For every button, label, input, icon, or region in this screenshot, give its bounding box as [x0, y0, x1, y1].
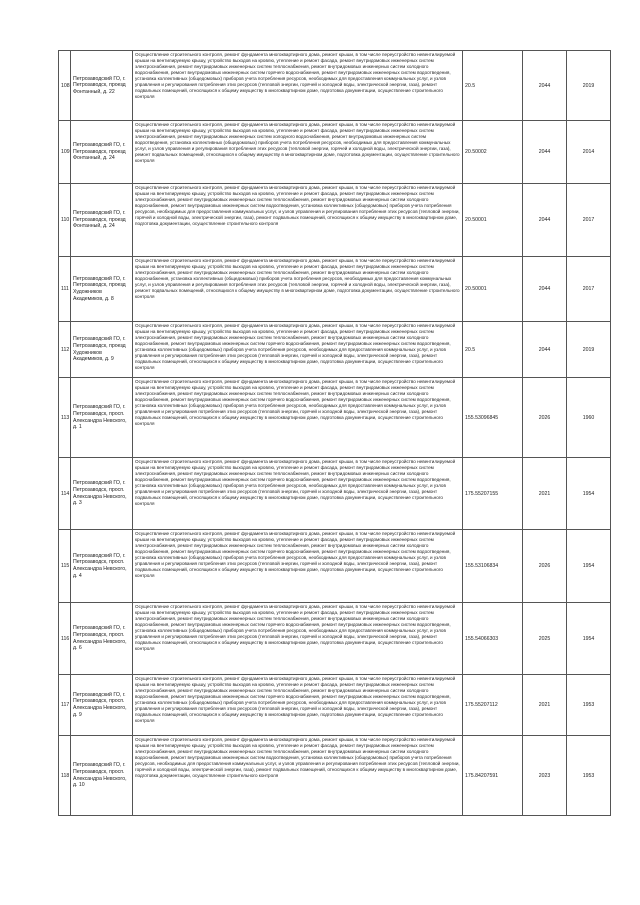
row-year-built: 2019 [567, 322, 611, 378]
table-row [59, 378, 611, 458]
row-address: Петрозаводский ГО, г. Петрозаводск, просп. Александра Невского, д. 4 [71, 530, 133, 603]
table-row [59, 322, 611, 378]
table-row [59, 675, 611, 736]
row-works: Осуществление строительного контроля, ремонт фундамента многоквартирного дома, ремонт крыши, в том числе переустройство невентилируемой крыши на вентилируемую крышу, устройство выходов на кровлю, утепление и ремонт фасада, ремонт внутридомовых инженерных систем электроснабжения, ремонт внутридомовых инженерных систем теплоснабжения, ремонт внутридомовых инженерных систем холодного водоснабжения, ремонт внутридомовых инженерных систем горячего водоснабжения, ремонт внутридомовых инженерных систем водоотведения, установка коллективных (общедомовых) приборов учета потребления ресурсов, необходимых для предоставления коммунальных услуг, и узлов управления и регулирования потребления этих ресурсов (тепловой энергии, горячей и холодной воды, электрической энергии, газа), ремонт подвальных помещений, относящихся к общему имуществу в многоквартирном доме, подготовка документации, осуществление строительного контроля [133, 458, 463, 530]
row-works: Осуществление строительного контроля, ремонт фундамента многоквартирного дома, ремонт крыши, в том числе переустройство невентилируемой крыши на вентилируемую крышу, устройство выходов на кровлю, утепление и ремонт фасада, ремонт внутридомовых инженерных систем электроснабжения, ремонт внутридомовых инженерных систем теплоснабжения, ремонт внутридомовых инженерных систем холодного водоснабжения, ремонт внутридомовых инженерных систем горячего водоснабжения, ремонт внутридомовых инженерных систем водоотведения, установка коллективных (общедомовых) приборов учета потребления ресурсов, необходимых для предоставления коммунальных услуг, и узлов управления и регулирования потребления этих ресурсов (тепловой энергии, горячей и холодной воды, электрической энергии, газа), ремонт подвальных помещений, относящихся к общему имуществу в многоквартирном доме, подготовка документации, осуществление строительного контроля [133, 603, 463, 675]
row-cost: 155.53096845 [463, 378, 523, 458]
table-row [59, 736, 611, 816]
row-number: 115 [59, 530, 71, 603]
repair-program-table [58, 50, 611, 816]
row-year-planned: 2026 [523, 378, 567, 458]
row-year-planned: 2026 [523, 530, 567, 603]
row-cost: 20.50002 [463, 121, 523, 184]
row-works: Осуществление строительного контроля, ремонт фундамента многоквартирного дома, ремонт крыши, в том числе переустройство невентилируемой крыши на вентилируемую крышу, устройство выходов на кровлю, утепление и ремонт фасада, ремонт внутридомовых инженерных систем электроснабжения, ремонт внутридомовых инженерных систем теплоснабжения, ремонт внутридомовых инженерных систем холодного водоснабжения, ремонт внутридомовых инженерных систем горячего водоснабжения, ремонт внутридомовых инженерных систем водоотведения, установка коллективных (общедомовых) приборов учета потребления ресурсов, необходимых для предоставления коммунальных услуг, и узлов управления и регулирования потребления этих ресурсов (тепловой энергии, горячей и холодной воды, электрической энергии, газа), ремонт подвальных помещений, относящихся к общему имуществу в многоквартирном доме, подготовка документации, осуществление строительного контроля [133, 51, 463, 121]
row-address: Петрозаводский ГО, г. Петрозаводск, просп. Александра Невского, д. 3 [71, 458, 133, 530]
table-row [59, 458, 611, 530]
row-year-planned: 2021 [523, 458, 567, 530]
row-number: 110 [59, 184, 71, 257]
row-cost: 155.53106834 [463, 530, 523, 603]
row-year-planned: 2044 [523, 51, 567, 121]
row-address: Петрозаводский ГО, г. Петрозаводск, проезд Фонтанный, д. 24 [71, 184, 133, 257]
row-works: Осуществление строительного контроля, ремонт фундамента многоквартирного дома, ремонт крыши, в том числе переустройство невентилируемой крыши на вентилируемую крышу, устройство выходов на кровлю, утепление и ремонт фасада, ремонт внутридомовых инженерных систем электроснабжения, ремонт внутридомовых инженерных систем теплоснабжения, ремонт внутридомовых инженерных систем холодного водоснабжения, ремонт внутридомовых инженерных систем горячего водоснабжения, ремонт внутридомовых инженерных систем водоотведения, установка коллективных (общедомовых) приборов учета потребления ресурсов, необходимых для предоставления коммунальных услуг, и узлов управления и регулирования потребления этих ресурсов (тепловой энергии, горячей и холодной воды, электрической энергии, газа), ремонт подвальных помещений, относящихся к общему имуществу в многоквартирном доме, подготовка документации, осуществление строительного контроля [133, 378, 463, 458]
row-works: Осуществление строительного контроля, ремонт фундамента многоквартирного дома, ремонт крыши, в том числе переустройство невентилируемой крыши на вентилируемую крышу, устройство выходов на кровлю, утепление и ремонт фасада, ремонт внутридомовых инженерных систем электроснабжения, ремонт внутридомовых инженерных систем теплоснабжения, ремонт внутридомовых инженерных систем холодного водоснабжения, ремонт внутридомовых инженерных систем водоотведения, установка коллективных (общедомовых) приборов учета потребления ресурсов, необходимых для предоставления коммунальных услуг, и узлов управления и регулирования потребления этих ресурсов (тепловой энергии, горячей и холодной воды, электрической энергии, газа), ремонт подвальных помещений, относящихся к общему имуществу в многоквартирном доме, подготовка документации, осуществление строительного контроля [133, 736, 463, 816]
row-number: 108 [59, 51, 71, 121]
row-cost: 155.54066303 [463, 603, 523, 675]
row-number: 113 [59, 378, 71, 458]
row-works: Осуществление строительного контроля, ремонт фундамента многоквартирного дома, ремонт крыши, в том числе переустройство невентилируемой крыши на вентилируемую крышу, устройство выходов на кровлю, утепление и ремонт фасада, ремонт внутридомовых инженерных систем электроснабжения, ремонт внутридомовых инженерных систем теплоснабжения, ремонт внутридомовых инженерных систем холодного водоснабжения, ремонт внутридомовых инженерных систем горячего водоснабжения, ремонт внутридомовых инженерных систем водоотведения, установка коллективных (общедомовых) приборов учета потребления ресурсов, необходимых для предоставления коммунальных услуг, и узлов управления и регулирования потребления этих ресурсов (тепловой энергии, горячей и холодной воды, электрической энергии, газа), ремонт подвальных помещений, относящихся к общему имуществу в многоквартирном доме, подготовка документации, осуществление строительного контроля [133, 530, 463, 603]
row-cost: 20.5 [463, 322, 523, 378]
row-year-built: 2019 [567, 51, 611, 121]
row-address: Петрозаводский ГО, г. Петрозаводск, проезд Художников Академиков, д. 9 [71, 322, 133, 378]
row-year-planned: 2025 [523, 603, 567, 675]
row-works: Осуществление строительного контроля, ремонт фундамента многоквартирного дома, ремонт крыши, в том числе переустройство невентилируемой крыши на вентилируемую крышу, устройство выходов на кровлю, утепление и ремонт фасада, ремонт внутридомовых инженерных систем электроснабжения, ремонт внутридомовых инженерных систем холодного водоснабжения, ремонт внутридомовых инженерных систем водоотведения, установка коллективных (общедомовых) приборов учета потребления ресурсов, необходимых для предоставления коммунальных услуг, и узлов управления и регулирования потребления этих ресурсов (тепловой энергии, горячей и холодной воды, электрической энергии, газа), ремонт подвальных помещений, относящихся к общему имуществу в многоквартирном доме, подготовка документации, осуществление строительного контроля [133, 121, 463, 184]
row-address: Петрозаводский ГО, г. Петрозаводск, просп. Александра Невского, д. 6 [71, 603, 133, 675]
row-address: Петрозаводский ГО, г. Петрозаводск, просп. Александра Невского, д. 1 [71, 378, 133, 458]
row-year-built: 2017 [567, 257, 611, 322]
row-year-built: 1954 [567, 530, 611, 603]
row-address: Петрозаводский ГО, г. Петрозаводск, просп. Александра Невского, д. 9 [71, 675, 133, 736]
row-number: 109 [59, 121, 71, 184]
row-works: Осуществление строительного контроля, ремонт фундамента многоквартирного дома, ремонт крыши, в том числе переустройство невентилируемой крыши на вентилируемую крышу, устройство выходов на кровлю, утепление и ремонт фасада, ремонт внутридомовых инженерных систем электроснабжения, ремонт внутридомовых инженерных систем теплоснабжения, ремонт внутридомовых инженерных систем холодного водоснабжения, ремонт внутридомовых инженерных систем горячего водоснабжения, ремонт внутридомовых инженерных систем водоотведения, установка коллективных (общедомовых) приборов учета потребления ресурсов, необходимых для предоставления коммунальных услуг, и узлов управления и регулирования потребления этих ресурсов (тепловой энергии, горячей и холодной воды, электрической энергии, газа), ремонт подвальных помещений, относящихся к общему имуществу в многоквартирном доме, подготовка документации, осуществление строительного контроля [133, 322, 463, 378]
row-year-planned: 2021 [523, 675, 567, 736]
row-cost: 20.5 [463, 51, 523, 121]
row-year-built: 1953 [567, 675, 611, 736]
row-number: 111 [59, 257, 71, 322]
row-number: 112 [59, 322, 71, 378]
row-address: Петрозаводский ГО, г. Петрозаводск, проезд Фонтанный, д. 24 [71, 121, 133, 184]
row-address: Петрозаводский ГО, г. Петрозаводск, просп. Александра Невского, д. 10 [71, 736, 133, 816]
row-year-built: 1954 [567, 458, 611, 530]
row-cost: 175.84207591 [463, 736, 523, 816]
table-row [59, 184, 611, 257]
row-address: Петрозаводский ГО, г. Петрозаводск, проезд Фонтанный, д. 22 [71, 51, 133, 121]
row-number: 114 [59, 458, 71, 530]
table-row [59, 51, 611, 121]
row-number: 118 [59, 736, 71, 816]
row-cost: 20.50001 [463, 184, 523, 257]
row-works: Осуществление строительного контроля, ремонт фундамента многоквартирного дома, ремонт крыши, в том числе переустройство невентилируемой крыши на вентилируемую крышу, устройство выходов на кровлю, утепление и ремонт фасада, ремонт внутридомовых инженерных систем электроснабжения, ремонт внутридомовых инженерных систем теплоснабжения, ремонт внутридомовых инженерных систем холодного водоснабжения, установка коллективных (общедомовых) приборов учета потребления ресурсов, необходимых для предоставления коммунальных услуг, и узлов управления и регулирования потребления этих ресурсов (тепловой энергии, горячей и холодной воды, электрической энергии, газа), ремонт подвальных помещений, относящихся к общему имуществу в многоквартирном доме, подготовка документации, осуществление строительного контроля [133, 257, 463, 322]
row-year-planned: 2044 [523, 184, 567, 257]
row-year-planned: 2044 [523, 322, 567, 378]
table-row [59, 257, 611, 322]
row-number: 117 [59, 675, 71, 736]
table-row [59, 121, 611, 184]
row-cost: 20.50001 [463, 257, 523, 322]
row-year-built: 1960 [567, 378, 611, 458]
row-year-built: 1953 [567, 736, 611, 816]
row-year-built: 1954 [567, 603, 611, 675]
row-year-planned: 2023 [523, 736, 567, 816]
row-address: Петрозаводский ГО, г. Петрозаводск, проезд Художников Академиков, д. 8 [71, 257, 133, 322]
row-cost: 175.55207112 [463, 675, 523, 736]
table-row [59, 530, 611, 603]
row-year-planned: 2044 [523, 121, 567, 184]
row-works: Осуществление строительного контроля, ремонт фундамента многоквартирного дома, ремонт крыши, в том числе переустройство невентилируемой крыши на вентилируемую крышу, устройство выходов на кровлю, утепление и ремонт фасада, ремонт внутридомовых инженерных систем электроснабжения, ремонт внутридомовых инженерных систем теплоснабжения, ремонт внутридомовых инженерных систем холодного водоснабжения, ремонт внутридомовых инженерных систем водоотведения, установка коллективных (общедомовых) приборов учета потребления ресурсов, необходимых для предоставления коммунальных услуг, и узлов управления и регулирования потребления этих ресурсов (тепловой энергии, горячей и холодной воды, электрической энергии, газа), ремонт подвальных помещений, относящихся к общему имуществу в многоквартирном доме, подготовка документации, осуществление строительного контроля [133, 184, 463, 257]
row-year-planned: 2044 [523, 257, 567, 322]
row-works: Осуществление строительного контроля, ремонт фундамента многоквартирного дома, ремонт крыши, в том числе переустройство невентилируемой крыши на вентилируемую крышу, устройство выходов на кровлю, утепление и ремонт фасада, ремонт внутридомовых инженерных систем электроснабжения, ремонт внутридомовых инженерных систем теплоснабжения, ремонт внутридомовых инженерных систем холодного водоснабжения, ремонт внутридомовых инженерных систем горячего водоснабжения, ремонт внутридомовых инженерных систем водоотведения, установка коллективных (общедомовых) приборов учета потребления ресурсов, необходимых для предоставления коммунальных услуг, и узлов управления и регулирования потребления этих ресурсов (тепловой энергии, горячей и холодной воды, электрической энергии, газа), ремонт подвальных помещений, относящихся к общему имуществу в многоквартирном доме, подготовка документации, осуществление строительного контроля [133, 675, 463, 736]
row-cost: 175.55207155 [463, 458, 523, 530]
row-year-built: 2014 [567, 121, 611, 184]
table-row [59, 603, 611, 675]
row-year-built: 2017 [567, 184, 611, 257]
row-number: 116 [59, 603, 71, 675]
